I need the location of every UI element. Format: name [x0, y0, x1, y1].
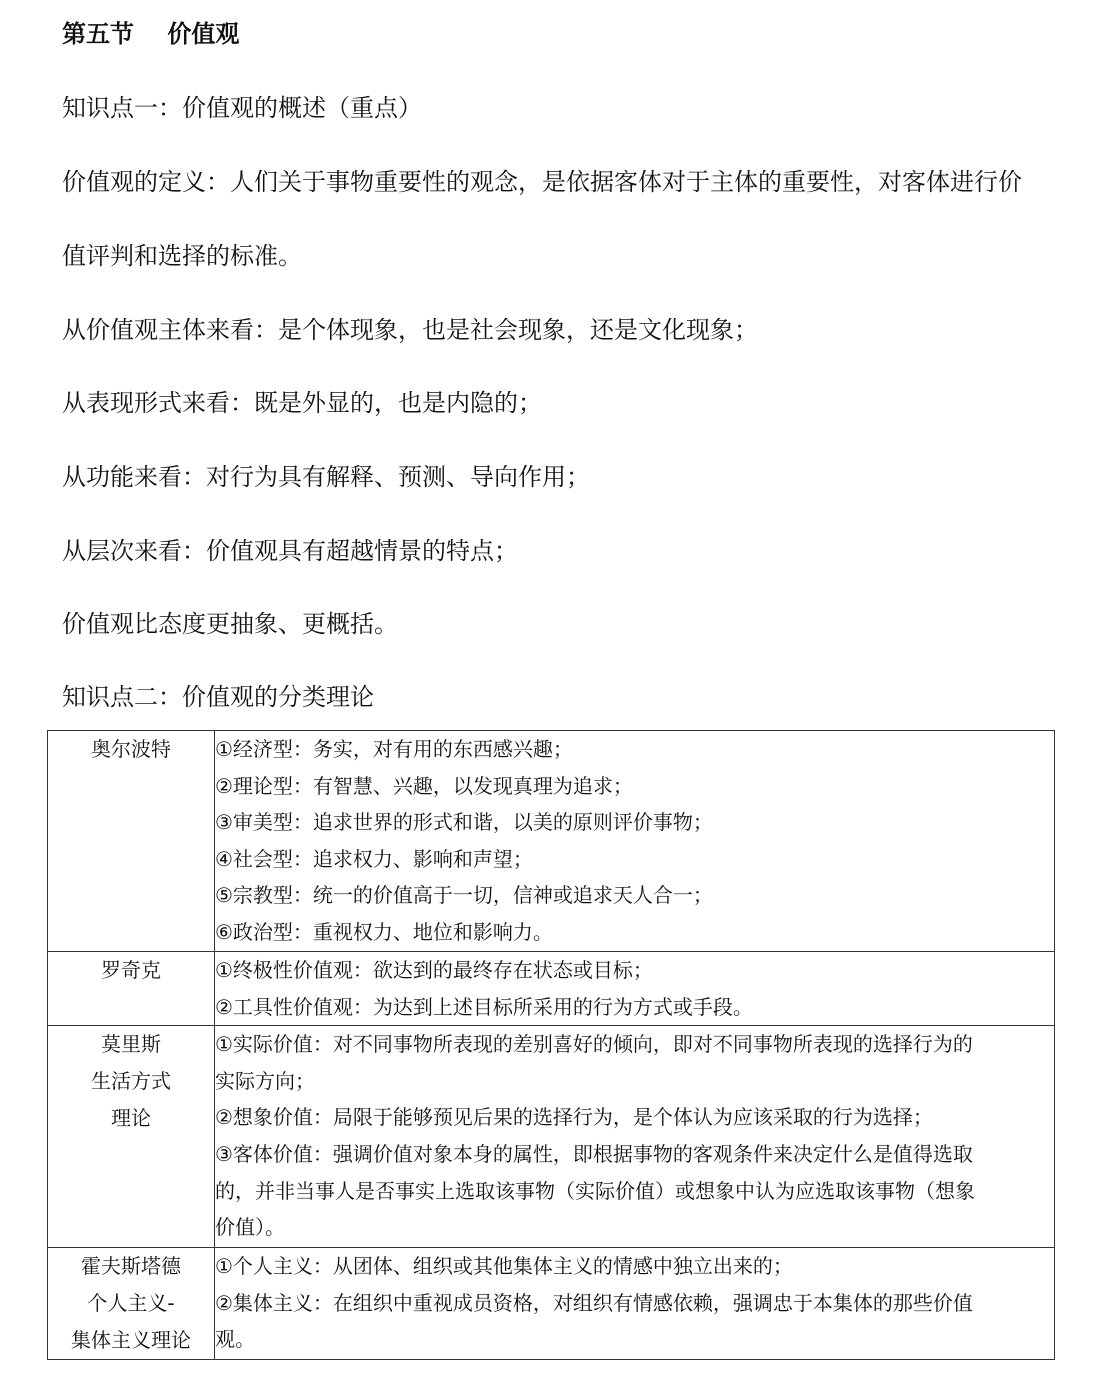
list-item: ②想象价值：局限于能够预见后果的选择行为，是个体认为应该采取的行为选择； — [215, 1105, 933, 1130]
section-heading: 第五节 价值观 — [62, 20, 240, 48]
theorist-name: 奥尔波特 — [91, 737, 171, 761]
table-row — [48, 1248, 1055, 1360]
level-perspective-paragraph: 从层次来看：价值观具有超越情景的特点； — [62, 537, 518, 565]
theorist-name: 理论 — [111, 1106, 151, 1131]
theory-description-cell — [215, 1026, 1055, 1248]
definition-paragraph-line-2: 值评判和选择的标准。 — [62, 242, 302, 270]
form-perspective-paragraph: 从表现形式来看：既是外显的，也是内隐的； — [62, 389, 542, 417]
table-row — [48, 731, 1055, 952]
theorist-name: 莫里斯 — [101, 1032, 161, 1057]
subject-perspective-paragraph: 从价值观主体来看：是个体现象，也是社会现象，还是文化现象； — [62, 316, 758, 344]
list-item: ③审美型：追求世界的形式和谐，以美的原则评价事物； — [215, 810, 713, 835]
list-item: ②理论型：有智慧、兴趣，以发现真理为追求； — [215, 773, 633, 798]
list-item: ①个人主义：从团体、组织或其他集体主义的情感中独立出来的； — [215, 1254, 793, 1279]
list-item: ⑤宗教型：统一的价值高于一切，信神或追求天人合一； — [215, 883, 713, 908]
theory-description-cell — [215, 952, 1055, 1026]
knowledge-point-2-heading: 知识点二：价值观的分类理论 — [62, 683, 374, 711]
definition-paragraph-line-1: 价值观的定义：人们关于事物重要性的观念，是依据客体对于主体的重要性，对客体进行价 — [62, 168, 1022, 196]
list-item: ①终极性价值观：欲达到的最终存在状态或目标； — [215, 958, 653, 982]
abstraction-paragraph: 价值观比态度更抽象、更概括。 — [62, 610, 398, 638]
theory-description-cell — [215, 731, 1055, 952]
list-item: ③客体价值：强调价值对象本身的属性，即根据事物的客观条件来决定什么是值得选取 — [215, 1141, 973, 1166]
list-item: ②工具性价值观：为达到上述目标所采用的行为方式或手段。 — [215, 994, 753, 1019]
theorist-cell — [48, 731, 215, 952]
theorist-name: 罗奇克 — [101, 958, 161, 982]
theory-description-cell — [215, 1248, 1055, 1360]
table-row — [48, 1026, 1055, 1248]
list-item: ②集体主义：在组织中重视成员资格，对组织有情感依赖，强调忠于本集体的那些价值 — [215, 1290, 973, 1315]
theorist-name: 集体主义理论 — [71, 1328, 191, 1353]
list-item: 的，并非当事人是否事实上选取该事物（实际价值）或想象中认为应选取该事物（想象 — [215, 1178, 975, 1203]
theorist-cell — [48, 952, 215, 1026]
theorist-cell — [48, 1026, 215, 1248]
table-row — [48, 952, 1055, 1026]
theorist-name: 霍夫斯塔德 — [81, 1254, 181, 1279]
list-item: 观。 — [215, 1327, 255, 1352]
knowledge-point-1-heading: 知识点一：价值观的概述（重点） — [62, 94, 422, 122]
list-item: ①实际价值：对不同事物所表现的差别喜好的倾向，即对不同事物所表现的选择行为的 — [215, 1032, 973, 1057]
value-classification-table — [47, 730, 1055, 1360]
list-item: 价值）。 — [215, 1215, 285, 1240]
function-perspective-paragraph: 从功能来看：对行为具有解释、预测、导向作用； — [62, 463, 590, 491]
theorist-name: 生活方式 — [91, 1069, 171, 1094]
theorist-name: 个人主义- — [87, 1291, 175, 1316]
theorist-cell — [48, 1248, 215, 1360]
list-item: ①经济型：务实，对有用的东西感兴趣； — [215, 737, 573, 761]
list-item: ④社会型：追求权力、影响和声望； — [215, 846, 533, 871]
list-item: 实际方向； — [215, 1068, 315, 1093]
list-item: ⑥政治型：重视权力、地位和影响力。 — [215, 919, 553, 944]
